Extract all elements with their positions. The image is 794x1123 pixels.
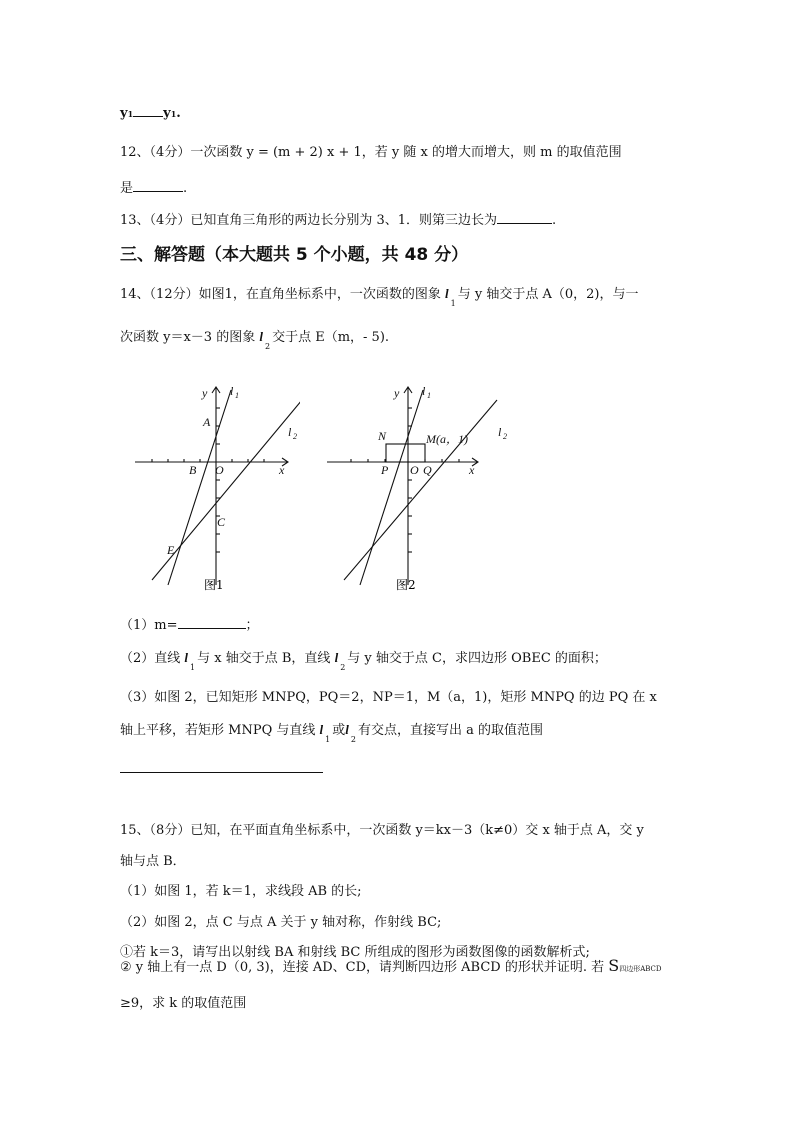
point-m-label: M(a，1) (426, 432, 468, 446)
q13-text: 13、（4分）已知直角三角形的两边长分别为 3、1．则第三边长为 (120, 213, 497, 228)
period: . (552, 213, 557, 228)
line-l-symbol: l (445, 286, 449, 301)
x-axis-label: x (279, 463, 285, 477)
l1-sub: 1 (427, 391, 431, 400)
l2-sub: 2 (503, 432, 507, 441)
q12-formula: y = (m + 2) x + 1 (246, 145, 362, 160)
q14-text-b: 交于点 E（m，- 5). (272, 330, 390, 345)
point-e-label: E (167, 543, 175, 557)
subscript: 1 (127, 109, 134, 119)
q15-part2-sub1: ①若 k＝3，请写出以射线 BA 和射线 BC 所组成的图形为函数图像的函数解析式; (120, 945, 590, 960)
point-a-label: A (203, 415, 211, 429)
question-14-line1 (120, 283, 639, 308)
q12-text: 12、（4分）一次函数 (120, 145, 243, 160)
point-p-label: P (381, 463, 389, 477)
q15p4-text: ② y 轴上有一点 D（0, 3)，连接 AD、CD，请判断四边形 ABCD 的形状并证明. 若 (120, 960, 605, 975)
subscript: 2 (340, 663, 346, 672)
answer-blank[interactable] (133, 104, 163, 117)
area-subscript: 四边形ABCD (619, 965, 662, 973)
subscript: 1 (190, 663, 196, 672)
q14-part3-line1: （3）如图 2，已知矩形 MNPQ，PQ＝2，NP＝1，M（a，1)，矩形 MNPQ 的边 PQ 在 x (120, 690, 657, 705)
figure-1-caption: 图1 (204, 578, 224, 592)
l1-sub: 1 (235, 391, 239, 400)
l1-label: l (422, 384, 426, 398)
line-l-symbol: l (259, 329, 263, 344)
period: . (176, 106, 181, 121)
l2-label: l (498, 425, 502, 439)
q14p2-text-c: 与 y 轴交于点 C，求四边形 OBEC 的面积； (347, 651, 607, 666)
question-12-line2 (120, 177, 187, 196)
question-12 (120, 141, 622, 160)
l2-label: l (288, 425, 292, 439)
q14p2-text-b: 与 x 轴交于点 B，直线 (197, 651, 331, 666)
question-15-line2: 轴与点 B． (120, 854, 186, 869)
figure-2 (322, 375, 522, 600)
q12-text2: ，若 y 随 x 的增大而增大，则 m 的取值范围 (361, 145, 622, 160)
origin-label: O (410, 463, 419, 477)
point-n-label: N (378, 429, 387, 443)
q14-part1 (120, 614, 259, 633)
rectangle-mnpq (386, 444, 425, 462)
figure-2-caption: 图2 (396, 578, 416, 592)
point-q-label: Q (423, 463, 432, 477)
line-l-symbol: l (184, 650, 189, 665)
prev-answer-line (120, 104, 181, 121)
l1-label: l (230, 384, 234, 398)
q14p3-text-b: 有交点，直接写出 a 的取值范围 (357, 723, 543, 738)
q12-line2-text: 是 (120, 181, 134, 196)
q14-text: 14、（12分）如图1，在直角坐标系中，一次函数的图象 (120, 287, 441, 302)
answer-divider (120, 772, 323, 773)
question-13 (120, 209, 556, 228)
y-axis-label: y (394, 386, 400, 400)
section-title: 三、解答题（本大题共 5 个小题，共 48 分） (120, 245, 469, 265)
figure-1 (130, 375, 300, 600)
q14p1-text: （1）m= (120, 618, 178, 633)
q14-part3-line2 (120, 719, 543, 744)
origin-label: O (215, 463, 224, 477)
semicolon: ； (245, 618, 259, 633)
q13-answer-blank[interactable] (497, 211, 552, 224)
question-15-line1: 15、（8分）已知，在平面直角坐标系中，一次函数 y＝kx－3（k≠0）交 x 轴于点 A，交 y (120, 823, 644, 838)
q14p2-text: （2）直线 (120, 651, 181, 666)
subscript: 1 (325, 735, 331, 744)
y-var: y (120, 106, 128, 121)
subscript: 2 (350, 735, 356, 744)
y-var: y (163, 106, 171, 121)
q14p1-answer-blank[interactable] (178, 616, 246, 629)
subscript: 1 (170, 109, 177, 119)
q15-part2: （2）如图 2，点 C 与点 A 关于 y 轴对称，作射线 BC; (120, 915, 442, 930)
q12-answer-blank[interactable] (133, 179, 183, 192)
q14-text-b: 与 y 轴交于点 A（0，2)，与一 (457, 287, 639, 302)
subscript: 2 (264, 342, 271, 351)
q14p3-or: 或 (332, 723, 346, 738)
period: . (183, 181, 188, 196)
q15-part2-sub2-line2: ≥9，求 k 的取值范围 (120, 996, 247, 1011)
q14-text: 次函数 y＝x－3 的图象 (120, 330, 256, 345)
line-l-symbol: l (319, 722, 324, 737)
y-axis-label: y (202, 386, 208, 400)
subscript: 1 (450, 299, 456, 308)
l2-sub: 2 (293, 432, 297, 441)
line-l-symbol: l (334, 650, 339, 665)
q15-part1: （1）如图 1，若 k＝1，求线段 AB 的长; (120, 884, 362, 899)
q15-part2-sub2 (120, 956, 662, 975)
q14p3-text: 轴上平移，若矩形 MNPQ 与直线 (120, 723, 316, 738)
question-14-line2 (120, 326, 390, 351)
area-symbol: S (608, 956, 620, 975)
point-c-label: C (217, 515, 226, 529)
point-b-label: B (189, 463, 197, 477)
line-l-symbol: l (345, 722, 349, 737)
x-axis-label: x (469, 463, 475, 477)
q14-part2 (120, 647, 607, 672)
